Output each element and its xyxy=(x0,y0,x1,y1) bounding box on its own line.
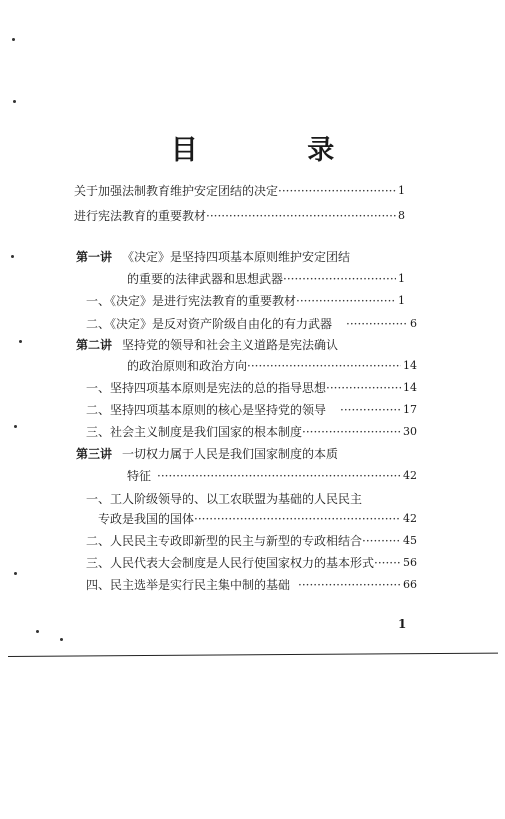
toc-page-number: 66 xyxy=(403,578,417,591)
toc-page-number: 17 xyxy=(403,403,417,416)
toc-page-number: 30 xyxy=(403,425,417,438)
leader-dots xyxy=(157,469,401,483)
toc-page-number: 56 xyxy=(403,556,417,569)
toc-page-number: 45 xyxy=(403,534,417,547)
lecture-heading xyxy=(76,250,350,264)
section-entry xyxy=(86,534,417,548)
leader-dots xyxy=(194,512,401,526)
lecture-title-line2: 特征 xyxy=(127,469,152,483)
toc-entry-text: 进行宪法教育的重要教材 xyxy=(74,209,207,223)
section-entry xyxy=(86,556,417,570)
leader-dots xyxy=(278,184,396,198)
section-entry xyxy=(86,317,417,331)
toc-page-number: 8 xyxy=(398,209,405,222)
leader-dots xyxy=(296,294,396,308)
section-text: 二、人民民主专政即新型的民主与新型的专政相结合 xyxy=(86,534,363,548)
lecture-label: 第三讲 xyxy=(76,447,113,461)
leader-dots xyxy=(346,317,408,331)
toc-page-number: 42 xyxy=(403,469,417,482)
toc-page-number: 1 xyxy=(398,272,405,285)
bottom-rule xyxy=(8,653,498,657)
toc-page-number: 1 xyxy=(398,294,405,307)
lecture-title-line1: 坚持党的领导和社会主义道路是宪法确认 xyxy=(122,338,339,352)
section-entry xyxy=(98,512,417,526)
lecture-title-line1: 一切权力属于人民是我们国家制度的本质 xyxy=(122,447,339,461)
section-text: 四、民主选举是实行民主集中制的基础 xyxy=(86,578,291,592)
lecture-label: 第一讲 xyxy=(76,250,113,264)
section-entry xyxy=(86,578,417,592)
scan-speck xyxy=(36,630,39,633)
leader-dots xyxy=(326,381,401,395)
leader-dots xyxy=(302,425,401,439)
leader-dots xyxy=(206,209,396,223)
section-text: 三、社会主义制度是我们国家的根本制度 xyxy=(86,425,303,439)
scan-speck xyxy=(14,425,17,428)
scan-speck xyxy=(14,572,17,575)
section-text: 一、工人阶级领导的、以工农联盟为基础的人民民主 xyxy=(86,492,363,506)
lecture-title-line2: 的重要的法律武器和思想武器 xyxy=(127,272,284,286)
toc-page-number: 14 xyxy=(403,359,417,372)
section-text: 一、《决定》是进行宪法教育的重要教材 xyxy=(86,294,297,308)
leader-dots xyxy=(283,272,396,286)
scan-speck xyxy=(60,638,63,641)
scan-speck xyxy=(19,340,22,343)
section-text: 二、《决定》是反对资产阶级自由化的有力武器 xyxy=(86,317,333,331)
toc-entry xyxy=(74,184,405,198)
lecture-title-line1: 《决定》是坚持四项基本原则维护安定团结 xyxy=(122,250,351,264)
lecture-heading xyxy=(76,447,338,461)
lecture-title-row xyxy=(127,272,405,286)
lecture-heading xyxy=(76,338,338,352)
toc-entry-text: 关于加强法制教育维护安定团结的决定 xyxy=(74,184,279,198)
page-number: 1 xyxy=(398,617,407,631)
scan-speck xyxy=(11,255,14,258)
section-entry xyxy=(86,403,417,417)
leader-dots xyxy=(340,403,401,417)
page-title: 目 录 xyxy=(170,135,385,166)
toc-page-number: 42 xyxy=(403,512,417,525)
scan-speck xyxy=(12,38,15,41)
lecture-label: 第二讲 xyxy=(76,338,113,352)
section-text: 三、人民代表大会制度是人民行使国家权力的基本形式 xyxy=(86,556,375,570)
section-entry xyxy=(86,425,417,439)
section-entry xyxy=(86,294,405,308)
leader-dots xyxy=(374,556,401,570)
toc-page-number: 6 xyxy=(410,317,417,330)
section-text: 一、坚持四项基本原则是宪法的总的指导思想 xyxy=(86,381,327,395)
lecture-title-line2: 的政治原则和政治方向 xyxy=(127,359,248,373)
lecture-title-row xyxy=(127,359,417,373)
toc-page-number: 1 xyxy=(398,184,405,197)
section-text: 二、坚持四项基本原则的核心是坚持党的领导 xyxy=(86,403,327,417)
section-continuation: 专政是我国的国体 xyxy=(98,512,195,526)
leader-dots xyxy=(362,534,401,548)
scan-speck xyxy=(13,100,16,103)
section-entry xyxy=(86,381,417,395)
leader-dots xyxy=(247,359,401,373)
lecture-title-row xyxy=(127,469,417,483)
toc-page-number: 14 xyxy=(403,381,417,394)
toc-entry xyxy=(74,209,405,223)
leader-dots xyxy=(298,578,401,592)
